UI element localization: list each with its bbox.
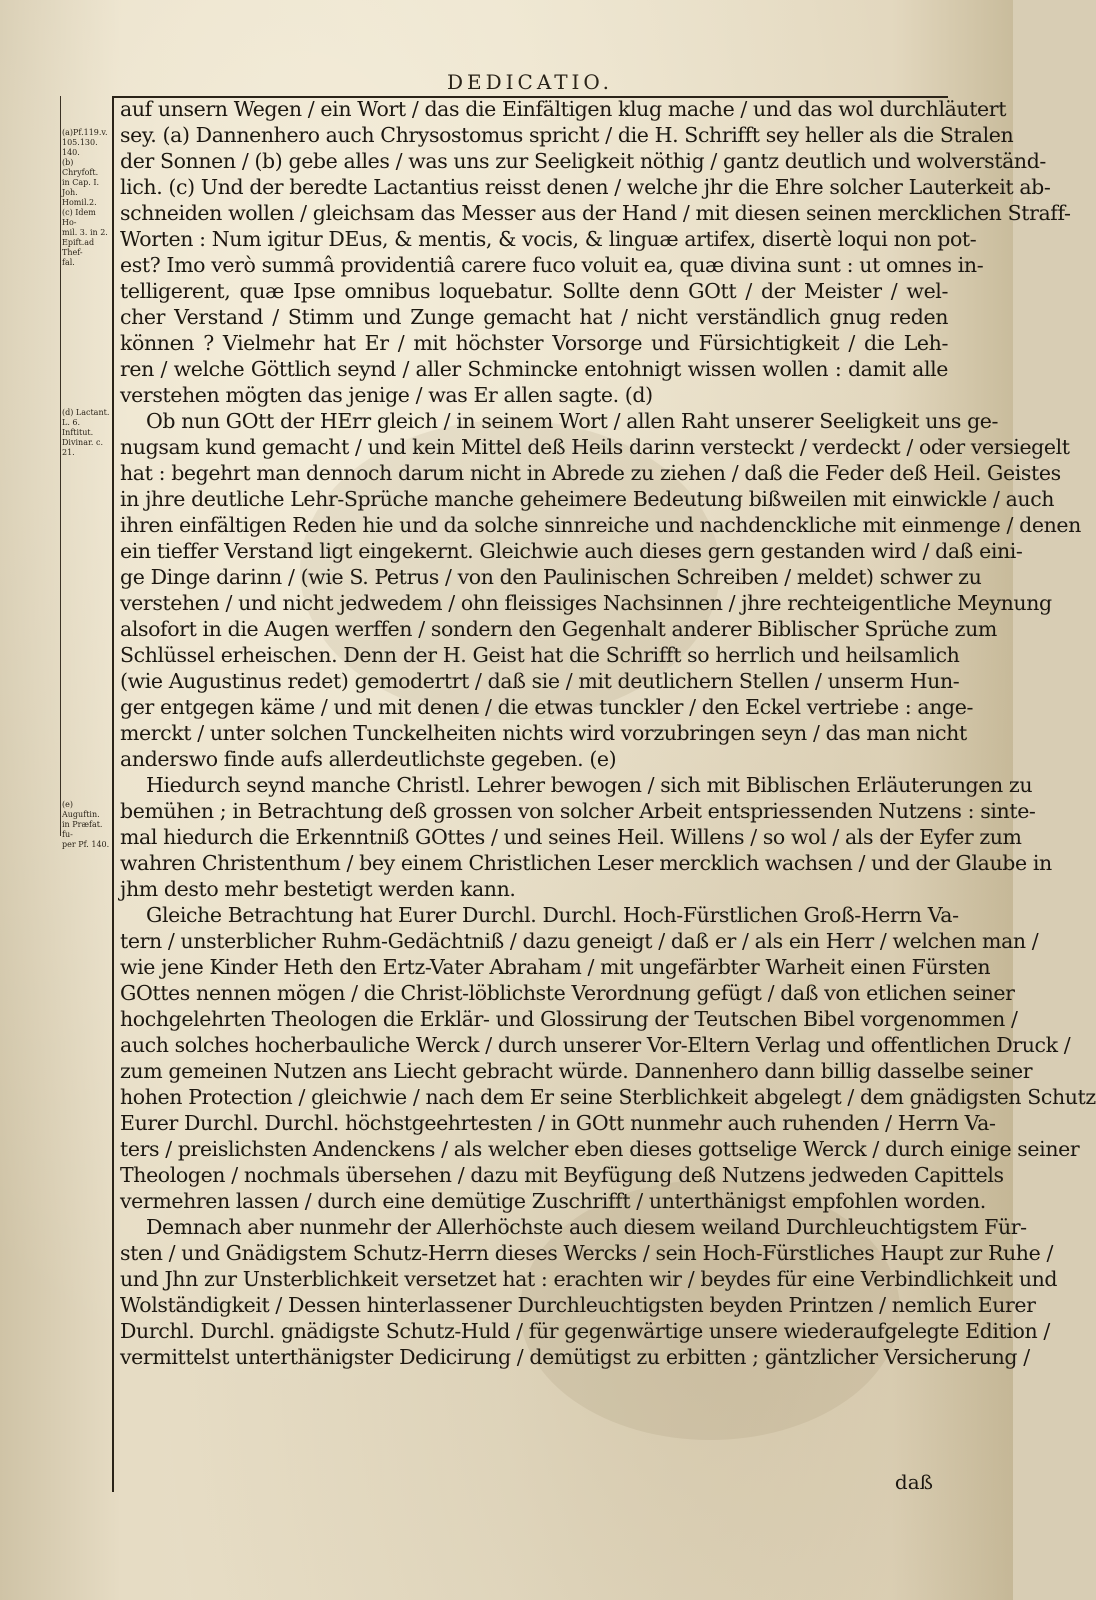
text-line: Schlüssel erheischen. Denn der H. Geist hat die Schrifft so herrlich und heilsamlich — [120, 643, 960, 667]
text-line: der Sonnen / (b) gebe alles / was uns zur Seeligkeit nöthig / gantz deutlich und wolverständ- — [120, 149, 1046, 173]
text-line: vermittelst unterthänigster Dedicirung / demütigst zu erbitten ; gäntzlicher Versicherung / — [120, 1345, 1030, 1369]
body-text — [120, 96, 1096, 1370]
text-line: Eurer Durchl. Durchl. höchstgeehrtesten / in GOtt nunmehr auch ruhenden / Herrn Va- — [120, 1111, 996, 1135]
text-line: hohen Protection / gleichwie / nach dem Er seine Sterblichkeit abgelegt / dem gnädigsten Schutz — [120, 1085, 1096, 1109]
text-line: lich. (c) Und der beredte Lactantius reisst denen / welche jhr die Ehre solcher Lauterkeit ab- — [120, 175, 1051, 199]
text-line: GOttes nennen mögen / die Christ-löblichste Verordnung gefügt / daß von etlichen seiner — [120, 981, 1015, 1005]
margin-note-d: (d) Lactant. L. 6. Inftitut. Divinar. c. 21. — [62, 408, 110, 457]
text-line: Durchl. Durchl. gnädigste Schutz-Huld / für gegenwärtige unsere wiederaufgelegte Edition / — [120, 1319, 1050, 1343]
text-line: vermehren lassen / durch eine demütige Zuschrifft / unterthänigst empfohlen worden. — [120, 1189, 986, 1213]
text-line: nugsam kund gemacht / und kein Mittel deß Heils darinn versteckt / verdeckt / oder versiegelt — [120, 435, 1070, 459]
text-line: Wolständigkeit / Dessen hinterlassener Durchleuchtigsten beyden Printzen / nemlich Eurer — [120, 1293, 1036, 1317]
column-rule — [112, 96, 114, 1492]
text-line: mal hiedurch die Erkenntniß GOttes / und seines Heil. Willens / so wol / als der Eyfer zum — [120, 825, 1022, 849]
text-line: anderswo finde aufs allerdeutlichste gegeben. (e) — [120, 747, 617, 771]
text-line: sey. (a) Dannenhero auch Chrysostomus spricht / die H. Schrifft sey heller als die Stralen — [120, 123, 1014, 147]
text-line: Hiedurch seynd manche Christl. Lehrer bewogen / sich mit Biblischen Erläuterungen zu — [146, 773, 1033, 797]
text-line: in jhre deutliche Lehr-Sprüche manche geheimere Bedeutung bißweilen mit einwickle / auch — [120, 487, 1055, 511]
text-line: cher Verstand / Stimm und Zunge gemacht hat / nicht verständlich gnug reden — [120, 305, 948, 329]
text-line: alsofort in die Augen werffen / sondern den Gegenhalt anderer Biblischer Sprüche zum — [120, 617, 997, 641]
text-line: ihren einfältigen Reden hie und da solche sinnreiche und nachdenckliche mit einmenge / denen — [120, 513, 1081, 537]
running-head: DEDICATIO. — [446, 70, 614, 94]
text-line: hat : begehrt man dennoch darum nicht in Abrede zu ziehen / daß die Feder deß Heil. Geistes — [120, 461, 1061, 485]
text-line: können ? Vielmehr hat Er / mit höchster Vorsorge und Fürsichtigkeit / die Leh- — [120, 331, 948, 355]
text-line: est? Imo verò summâ providentiâ carere fuco voluit ea, quæ divina sunt : ut omnes in- — [120, 253, 984, 277]
text-line: ters / preislichsten Andenckens / als welcher eben dieses gottselige Werck / durch einige seiner — [120, 1137, 1080, 1161]
text-line: verstehen mögten das jenige / was Er allen sagte. (d) — [120, 383, 653, 407]
text-line: hochgelehrten Theologen die Erklär- und Glossirung der Teutschen Bibel vorgenommen / — [120, 1007, 1018, 1031]
text-line: verstehen / und nicht jedwedem / ohn fleissiges Nachsinnen / jhre rechteigentliche Meynung — [120, 591, 1052, 615]
text-line: ren / welche Göttlich seynd / aller Schmincke entohnigt wissen wollen : damit alle — [120, 357, 948, 381]
text-line: auch solches hocherbauliche Werck / durch unserer Vor-Eltern Verlag und offentlichen Druck / — [120, 1033, 1071, 1057]
margin-rule — [60, 96, 61, 836]
text-line: wie jene Kinder Heth den Ertz-Vater Abraham / mit ungefärbter Warheit einen Fürsten — [120, 955, 991, 979]
text-line: auf unsern Wegen / ein Wort / das die Einfältigen klug mache / und das wol durchläutert — [120, 97, 1007, 121]
text-line: sten / und Gnädigstem Schutz-Herrn dieses Wercks / sein Hoch-Fürstliches Haupt zur Ruhe / — [120, 1241, 1053, 1265]
text-line: ge Dinge darinn / (wie S. Petrus / von den Paulinischen Schreiben / meldet) schwer zu — [120, 565, 982, 589]
text-line: Worten : Num igitur DEus, & mentis, & vocis, & linguæ artifex, disertè loqui non pot- — [120, 227, 977, 251]
text-line: zum gemeinen Nutzen ans Liecht gebracht würde. Dannenhero dann billig dasselbe seiner — [120, 1059, 1033, 1083]
text-line: Gleiche Betrachtung hat Eurer Durchl. Durchl. Hoch-Fürstlichen Groß-Herrn Va- — [146, 903, 959, 927]
text-line: jhm desto mehr bestetigt werden kann. — [120, 877, 516, 901]
text-line: wahren Christenthum / bey einem Christlichen Leser mercklich wachsen / und der Glaube in — [120, 851, 1052, 875]
text-line: Ob nun GOtt der HErr gleich / in seinem Wort / allen Raht unserer Seeligkeit uns ge- — [146, 409, 999, 433]
text-line: und Jhn zur Unsterblichkeit versetzet hat : erachten wir / beydes für eine Verbindlichkeit und — [120, 1267, 1058, 1291]
catchword: daß — [894, 1470, 933, 1494]
text-line: Theologen / nochmals übersehen / dazu mit Beyfügung deß Nutzens jedweden Capittels — [120, 1163, 1004, 1187]
text-line: Demnach aber nunmehr der Allerhöchste auch diesem weiland Durchleuchtigstem Für- — [146, 1215, 1027, 1239]
margin-note-a-b-c: (a)Pf.119.v. 105.130. 140. (b) Chryfoft. in Cap. I. Joh. Homil.2. (c) Idem Ho- mil. 3. in 2. Epift.ad Thef- fal. — [62, 128, 108, 267]
text-line: bemühen ; in Betrachtung deß grossen von solcher Arbeit entspriessenden Nutzens : sinte- — [120, 799, 1036, 823]
text-line: telligerent, quæ Ipse omnibus loquebatur. Sollte denn GOtt / der Meister / wel- — [120, 279, 948, 303]
text-line: (wie Augustinus redet) gemodertrt / daß sie / mit deutlichern Stellen / unserm Hun- — [120, 669, 960, 693]
text-line: ein tieffer Verstand ligt eingekernt. Gleichwie auch dieses gern gestanden wird / daß eini- — [120, 539, 1023, 563]
margin-note-e: (e) Auguftin. in Præfat. fu- per Pf. 140. — [62, 800, 110, 849]
text-line: ger entgegen käme / und mit denen / die etwas tunckler / den Eckel vertriebe : ange- — [120, 695, 974, 719]
text-line: schneiden wollen / gleichsam das Messer aus der Hand / mit diesen seinen mercklichen Straff- — [120, 201, 1071, 225]
text-line: merckt / unter solchen Tunckelheiten nichts wird vorzubringen seyn / das man nicht — [120, 721, 967, 745]
text-line: tern / unsterblicher Ruhm-Gedächtniß / dazu geneigt / daß er / als ein Herr / welchen man / — [120, 929, 1039, 953]
